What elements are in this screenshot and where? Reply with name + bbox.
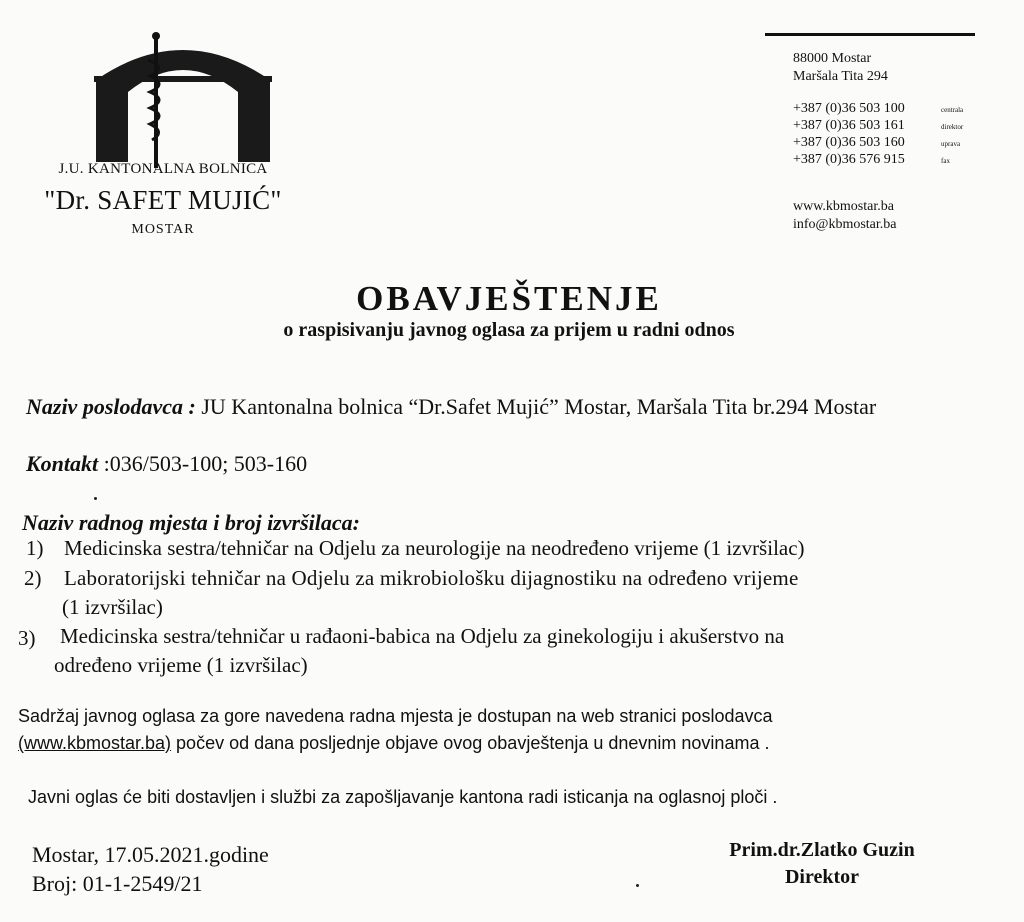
speck [636, 884, 639, 887]
phone-tag: direktor [941, 123, 964, 131]
phone-tag: fax [941, 157, 950, 165]
position-item-number: 1) [26, 536, 44, 560]
employer-label: Naziv poslodavca : [26, 394, 196, 419]
contact-label: Kontakt [26, 451, 99, 476]
reference-number: Broj: 01-1-2549/21 [32, 871, 203, 896]
phone-tag: uprava [941, 140, 961, 148]
phone-number: +387 (0)36 576 915 [793, 152, 905, 167]
hospital-logo [88, 30, 272, 170]
document-title: OBAVJEŠTENJE [356, 279, 662, 318]
phone-tag: centrala [941, 106, 964, 114]
employer-value: JU Kantonalna bolnica “Dr.Safet Mujić” Mostar, Maršala Tita br.294 Mostar [195, 394, 877, 419]
phone-row [793, 101, 963, 118]
position-item-text: Laboratorijski tehničar na Odjelu za mikrobiološku dijagnostiku na određeno vrijeme [64, 566, 799, 590]
phone-row [793, 152, 963, 169]
phone-row [793, 135, 963, 152]
address-line: Maršala Tita 294 [793, 69, 888, 84]
position-item-number: 3) [18, 626, 36, 650]
contact-line [26, 451, 307, 477]
signatory-title: Direktor [784, 866, 860, 888]
position-item-text: Medicinska sestra/tehničar u rađaoni-babica na Odjelu za ginekologiju i akušerstvo na [60, 624, 785, 648]
phone-row [793, 118, 963, 135]
contact-value: :036/503-100; 503-160 [98, 451, 308, 476]
notice-paragraph: Javni oglas će biti dostavljen i službi za zapošljavanje kantona radi isticanja na oglasnoj ploči . [28, 787, 778, 807]
institution-name-line1: J.U. KANTONALNA BOLNICA [58, 161, 268, 177]
speck [94, 497, 97, 500]
web-block [793, 198, 897, 234]
phone-number: +387 (0)36 503 100 [793, 101, 905, 116]
phone-number: +387 (0)36 503 160 [793, 135, 905, 150]
position-item-number: 2) [24, 566, 42, 590]
position-item-text-cont: (1 izvršilac) [62, 595, 163, 619]
signatory-name: Prim.dr.Zlatko Guzin [729, 839, 915, 861]
employer-line [26, 394, 876, 420]
email-link[interactable]: info@kbmostar.ba [793, 217, 897, 232]
info-paragraph-rest: počev od dana posljednje objave ovog obavještenja u dnevnim novinama . [171, 733, 770, 753]
info-paragraph-line2 [18, 733, 769, 754]
document-subtitle: o raspisivanju javnog oglasa za prijem u radni odnos [283, 319, 735, 341]
address-block [793, 50, 888, 86]
website-link[interactable]: www.kbmostar.ba [793, 199, 894, 214]
position-item-text-cont: određeno vrijeme (1 izvršilac) [54, 653, 308, 677]
institution-name-line2: "Dr. SAFET MUJIĆ" [44, 185, 282, 215]
header-rule [765, 33, 975, 36]
website-reference-link[interactable]: (www.kbmostar.ba) [18, 733, 172, 753]
info-paragraph-line1: Sadržaj javnog oglasa za gore navedena radna mjesta je dostupan na web stranici poslodavca [18, 706, 773, 726]
phone-number: +387 (0)36 503 161 [793, 118, 905, 133]
institution-city: MOSTAR [131, 222, 195, 237]
positions-heading: Naziv radnog mjesta i broj izvršilaca: [22, 510, 360, 535]
place-date: Mostar, 17.05.2021.godine [32, 842, 269, 867]
address-line: 88000 Mostar [793, 51, 872, 66]
position-item-text: Medicinska sestra/tehničar na Odjelu za neurologije na neodređeno vrijeme (1 izvršilac) [64, 536, 805, 560]
phone-list [793, 101, 963, 169]
